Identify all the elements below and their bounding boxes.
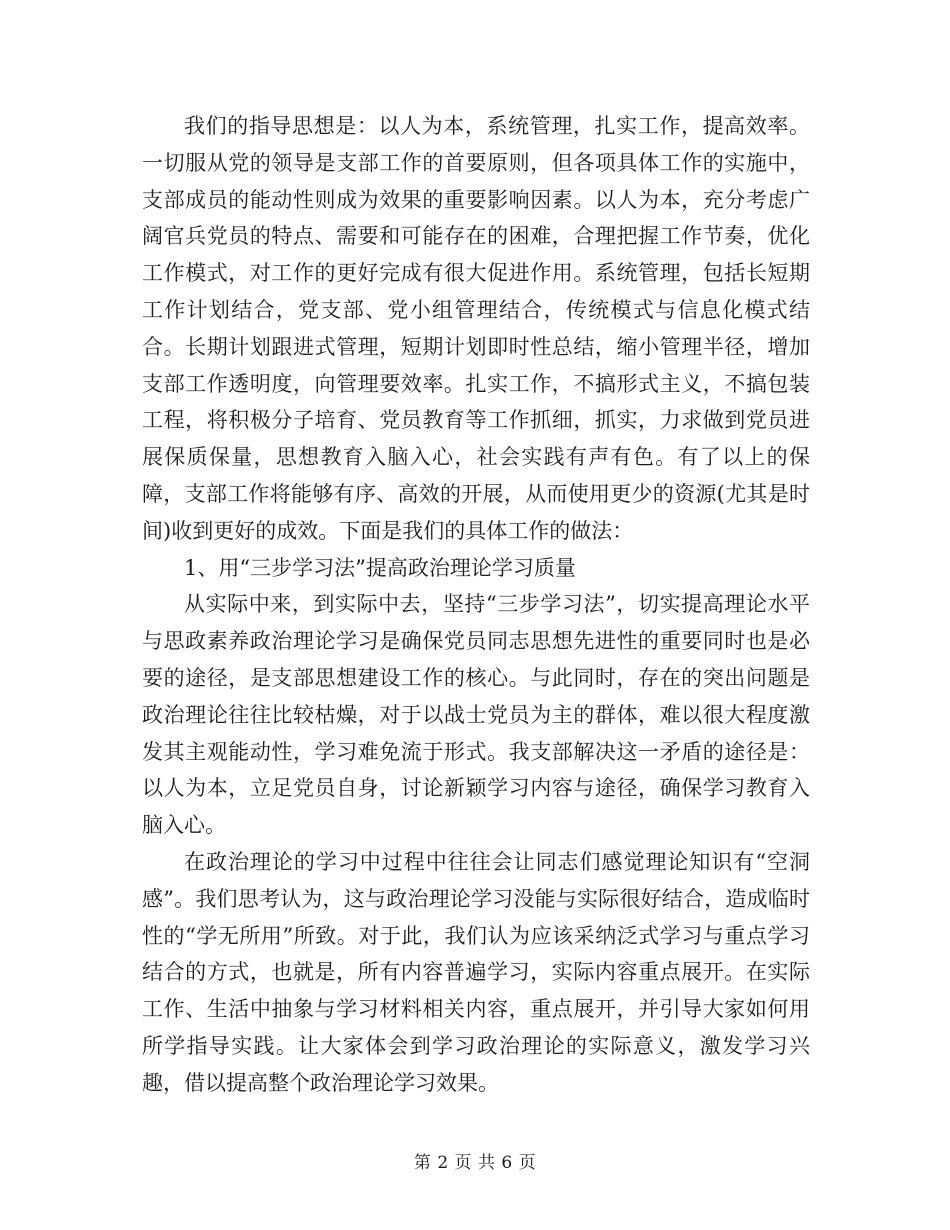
document-body	[142, 108, 810, 1102]
paragraph-theory-learning: 在政治理论的学习中过程中往往会让同志们感觉理论知识有“空洞感”。我们思考认为，这与政治理论学习没能与实际很好结合，造成临时性的“学无所用”所致。对于此，我们认为应该采纳泛式学习与重点学习结合的方式，也就是，所有内容普遍学习，实际内容重点展开。在实际工作、生活中抽象与学习材料相关内容，重点展开，并引导大家如何用所学指导实践。让大家体会到学习政治理论的实际意义，激发学习兴趣，借以提高整个政治理论学习效果。	[142, 849, 810, 1095]
paragraph-three-step-method: 从实际中来，到实际中去，坚持“三步学习法”，切实提高理论水平与思政素养政治理论学习是确保党员同志思想先进性的重要同时也是必要的途径，是支部思想建设工作的核心。与此同时，存在的突出问题是政治理论往往比较枯燥，对于以战士党员为主的群体，难以很大程度激发其主观能动性，学习难免流于形式。我支部解决这一矛盾的途径是：以人为本，立足党员自身，讨论新颖学习内容与途径，确保学习教育入脑入心。	[142, 592, 810, 838]
paragraph-guiding-ideology: 我们的指导思想是：以人为本，系统管理，扎实工作，提高效率。一切服从党的领导是支部工作的首要原则，但各项具体工作的实施中，支部成员的能动性则成为效果的重要影响因素。以人为本，充分考虑广阔官兵党员的特点、需要和可能存在的困难，合理把握工作节奏，优化工作模式，对工作的更好完成有很大促进作用。系统管理，包括长短期工作计划结合，党支部、党小组管理结合，传统模式与信息化模式结合。长期计划跟进式管理，短期计划即时性总结，缩小管理半径，增加支部工作透明度，向管理要效率。扎实工作，不搞形式主义，不搞包装工程，将积极分子培育、党员教育等工作抓细，抓实，力求做到党员进展保质保量，思想教育入脑入心，社会实践有声有色。有了以上的保障，支部工作将能够有序、高效的开展，从而使用更少的资源(尤其是时间)收到更好的成效。下面是我们的具体工作的做法：	[142, 114, 810, 543]
page-number-footer: 第 2 页 共 6 页	[413, 1153, 537, 1173]
section-heading: 1、用“三步学习法”提高政治理论学习质量	[184, 555, 576, 580]
